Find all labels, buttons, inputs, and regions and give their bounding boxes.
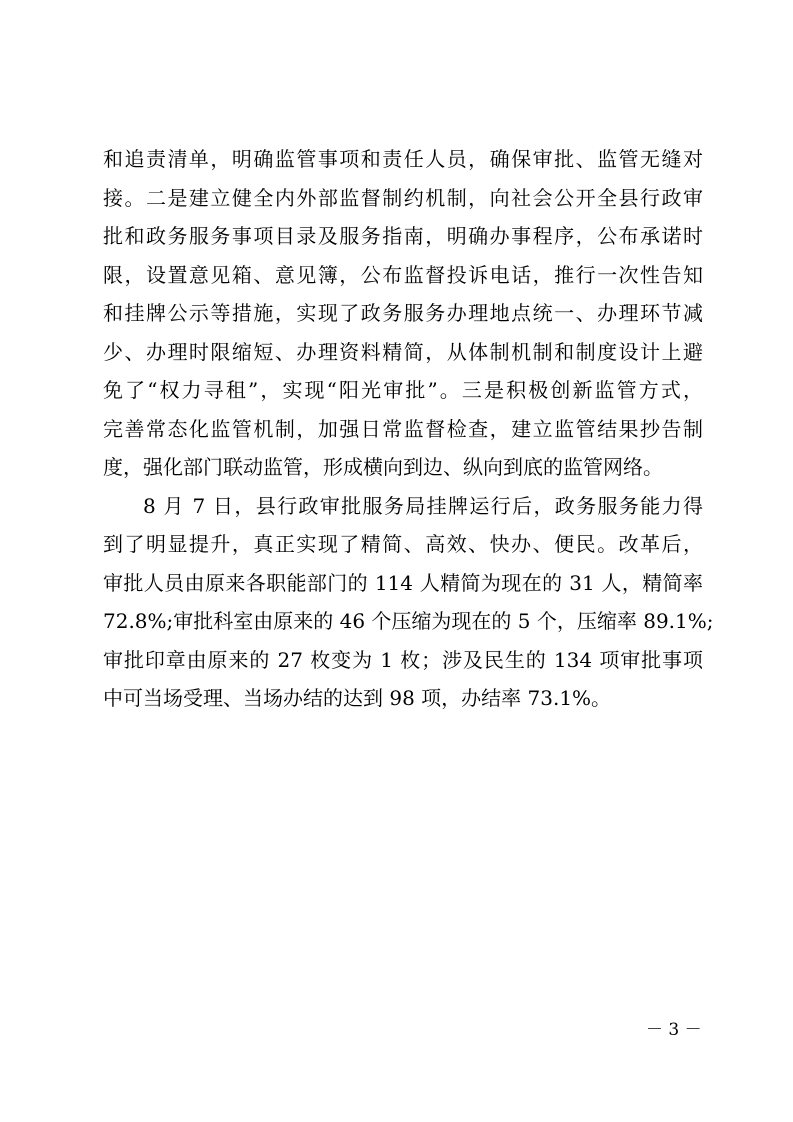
text-line: 72.8%;审批科室由原来的 46 个压缩为现在的 5 个，压缩率 89.1%; — [103, 609, 714, 633]
text-line: 到了明显提升，真正实现了精简、高效、快办、便民。改革后， — [103, 532, 703, 556]
text-line: 完善常态化监管机制，加强日常监督检查，建立监管结果抄告制 — [103, 416, 703, 441]
paragraph-1 — [103, 140, 703, 487]
paragraph-2 — [103, 487, 714, 718]
text-line: 接。二是建立健全内外部监督制约机制，向社会公开全县行政审 — [103, 185, 703, 210]
text-line: 审批印章由原来的 27 枚变为 1 枚；涉及民生的 134 项审批事项 — [103, 647, 703, 672]
text-line: 度，强化部门联动监管，形成横向到边、纵向到底的监管网络。 — [103, 455, 663, 479]
text-line: 和挂牌公示等措施，实现了政务服务办理地点统一、办理环节减 — [103, 301, 703, 325]
text-line: 8 月 7 日，县行政审批服务局挂牌运行后，政务服务能力得 — [143, 493, 703, 518]
document-body — [103, 140, 714, 718]
page-number: － 3 － — [646, 1020, 702, 1040]
text-line: 限，设置意见箱、意见簿，公布监督投诉电话，推行一次性告知 — [103, 262, 703, 287]
text-line: 少、办理时限缩短、办理资料精简，从体制机制和制度设计上避 — [103, 339, 703, 364]
text-line: 审批人员由原来各职能部门的 114 人精简为现在的 31 人，精简率 — [103, 570, 703, 595]
text-line: 免了“权力寻租”，实现“阳光审批”。三是积极创新监管方式， — [103, 378, 703, 402]
text-line: 批和政务服务事项目录及服务指南，明确办事程序，公布承诺时 — [103, 224, 703, 248]
text-line: 中可当场受理、当场办结的达到 98 项，办结率 73.1%。 — [103, 686, 612, 710]
text-line: 和追责清单，明确监管事项和责任人员，确保审批、监管无缝对 — [103, 147, 703, 171]
